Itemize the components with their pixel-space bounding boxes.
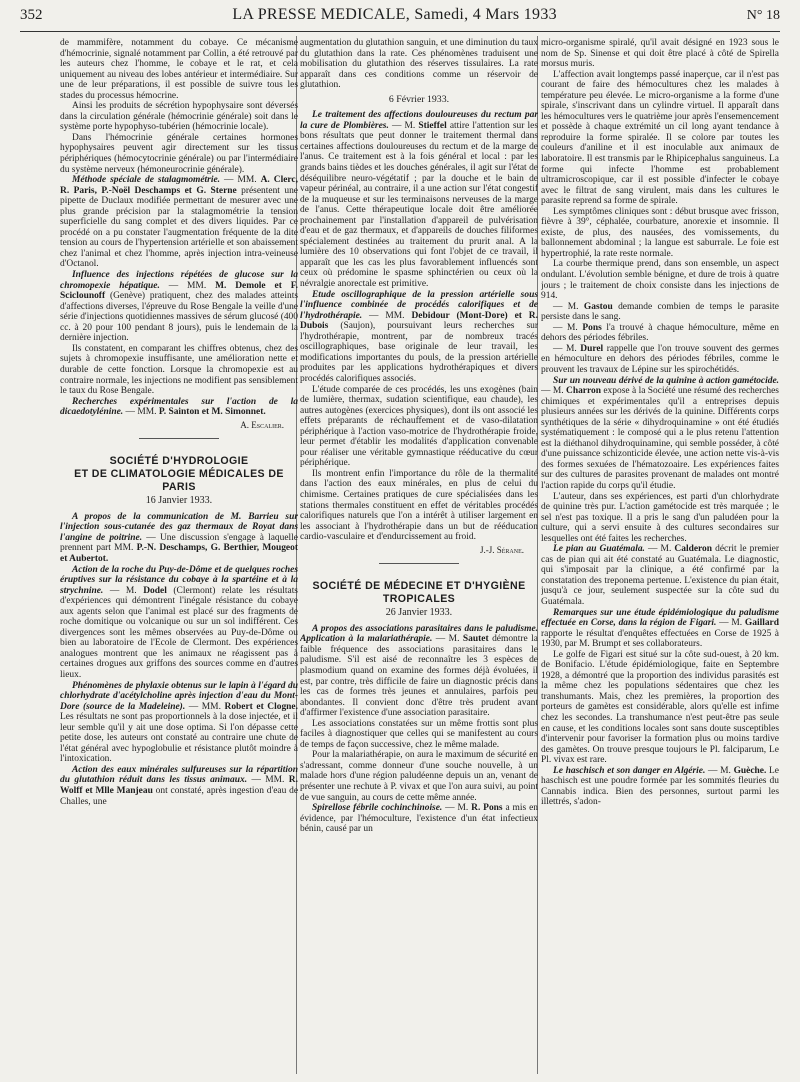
section-date: 16 Janvier 1933. (145, 495, 213, 507)
paragraph: Ainsi les produits de sécrétion hypophysaire sont déversés dans la circulation générale (hémocrinie générale) soit dans le système porte hypophyso-tubérien (hémocrinie locale). (60, 101, 298, 133)
abstract-authors: Debidour (Mont-Dore) et R. Dubois (300, 310, 538, 332)
column-left (60, 38, 298, 1074)
paragraph: Les symptômes cliniques sont : début brusque avec frisson, fièvre à 39°, céphalée, courbature, anorexie et insomnie. Il existe, de plus, des nausées, des vomissements, du ballonnement abdominal ; la langue est saburrale. Le foie est hypertrophié, la rate reste normale. (541, 206, 779, 259)
section-separator (379, 563, 459, 564)
paragraph: Pour la malariathérapie, on aura le maximum de sécurité en s'adressant, comme donneur d'une souche nouvelle, à un malade hors d'une région paludéenne depuis un an, venant de présenter une rechute à P. vivax et que l'on aura suivi, au point de vue sanguin, au cours de cette même année. (300, 750, 538, 803)
abstract-authors: Calderon (674, 544, 713, 555)
abstract-title: Sur un nouveau dérivé de la quinine à action gamétocide. (553, 375, 779, 386)
column-right (541, 38, 779, 1074)
abstract-body: Le haschisch est une poudre formée par les sommités fleuries du Cannabis indica. Bien des personnes, surtout parmi les illettrés, s'adon- (541, 765, 779, 808)
abstract-body: (Clermont) relate les résultats d'expériences qui démontrent l'inégale résistance du cobaye aux agents selon que l'animal est placé sur des fragments de roche domitique ou volcanique ou sur un sol indifférent. Ces divergences sont les mêmes observées au Puy-de-Dôme ou bien au laboratoire de l'Ecole de Clermont. Des expériences analogues montrent que les animaux ne réagissent pas à certaines drogues aux griffons des sources comme en d'autres lieux. (60, 585, 298, 680)
discussant: Durel (580, 343, 604, 354)
abstract-authors: R. Wolff et Mlle Manjeau (60, 775, 298, 796)
discussion-pons: — M. Pons l'a trouvé à chaque hémoculture, même en dehors des périodes fébriles. (541, 322, 779, 344)
paragraph: micro-organisme spiralé, qu'il avait désigné en 1923 sous le nom de Sp. Sinense et qui doit être placé à côté de Spirella morsus muris. (541, 38, 779, 70)
abstract-dicaedotylenine: Recherches expérimentales sur l'action de la dicaedotylénine. — MM. P. Sainton et M. Simonnet. (60, 396, 298, 418)
abstract-glutathion: Action des eaux minérales sulfureuses sur la répartition du glutathion réduit dans les tissus animaux. — MM. R. Wolff et Mlle Manjeau ont constaté, après ingestion d'eau de Challes, une (60, 764, 298, 807)
section-date: 26 Janvier 1933. (385, 607, 453, 619)
section-heading: SOCIÉTÉ D'HYDROLOGIE ET DE CLIMATOLOGIE MÉDICALES DE PARIS (74, 455, 284, 494)
abstract-authors: Dodel (143, 585, 167, 596)
paragraph: Les associations constatées sur un même frottis sont plus faciles à diagnostiquer que celles qui se manifestent au cours de temps de façon successive, chez le même malade. (300, 718, 538, 750)
paragraph: Dans l'hémocrinie générale certaines hormones hypophysaires peuvent agir directement sur les tissus périphériques (hémocytocrinie générale) ou par l'intermédiaire du système nerveux (hémoneurocrinie générale). (60, 132, 298, 175)
paragraph: L'étude comparée de ces procédés, les uns exogènes (bain de lumière, thermax, sudation scientifique, eau chaude), les autres autogènes (exercices physiques), dont ils ont associé les effets préparants de réchauffement et de vaso-dilatation périphérique à l'action vaso-motrice de l'hydrothérapie froide, leur permet d'établir les modalités d'application convenable pour réaliser une véritable gymnastique rééducative du cœur périphérique. (300, 384, 538, 469)
abstract-body: rapporte le résultat d'enquêtes effectuées en Corse de 1925 à 1930, par M. Brumpt et ses collaborateurs. (541, 628, 779, 650)
discussion-gastou: — M. Gastou demande combien de temps le parasite persiste dans le sang. (541, 301, 779, 323)
abstract-title: Méthode spéciale de stalagmométrie. (72, 175, 221, 186)
abstract-authors: P.-N. Deschamps, G. Berthier, Mougeot et Aubertot. (60, 543, 298, 564)
journal-title: LA PRESSE MEDICALE, Samedi, 4 Mars 1933 (232, 6, 557, 23)
abstract-title: Le pian au Guatémala. (553, 544, 645, 555)
abstract-royat: A propos de la communication de M. Barrieu sur l'injection sous-cutanée des gaz thermaux de Royat dans l'angine de poitrine. — Une discussion s'engage à laquelle prennent part MM. P.-N. Deschamps, G. Berthier, Mougeot et Aubertot. (60, 511, 298, 564)
abstract-body: démontre la faible fréquence des associations parasitaires dans le paludisme. S'il est aisé de reconnaître les 3 espèces de plasmodium quand on examine des formes déjà évoluées, il est, par contre, très difficile de faire un diagnostic précis dans les cas de formes très jeunes et annulaires, parfois peu abondantes. Il convient donc d'être très prudent avant d'affirmer l'existence d'une association parasitaire. (300, 634, 538, 719)
section-heading: SOCIÉTÉ DE MÉDECINE ET D'HYGIÈNE TROPICALES (312, 580, 526, 606)
paragraph: augmentation du glutathion sanguin, et une diminution du taux du glutathion dans la rate. Ces phénomènes traduisent une mobilisation du glutathion des réserves tissulaires. La rate apparaît dans ces conditions comme un réservoir de glutathion. (300, 38, 538, 91)
paragraph: Ils montrent enfin l'importance du rôle de la thermalité dans l'action des eaux minérales, en plus de celui du chimisme. Certaines pratiques de cure spécialisées dans les stations thermales constituent en effet de véritables procédés calorifiques naturels que l'on a intérêt à utiliser largement en les associant à l'hydrothérapie dans un but de rééducation cardio-vasculaire et d'endurcissement au froid. (300, 468, 538, 543)
abstract-stalagmometrie: Méthode spéciale de stalagmométrie. — MM. A. Clerc, R. Paris, P.-Noël Deschamps et G. Sterne présentent une pipette de Duclaux modifiée permettant de mesurer avec une plus grande précision par la stalagmométrie la tension superficielle du sang complet et des divers liquides. Par ce procédé on a pu constater l'augmentation fréquente de la dite tension au cours de l'hypertension artérielle et son abaissement chez l'animal et chez l'homme, après injection intra-veineuse d'Octanol. (60, 175, 298, 270)
abstract-oscillographie: Etude oscillographique de la pression artérielle sous l'influence combinée de procédés calorifiques et de l'hydrothérapie. — MM. Debidour (Mont-Dore) et R. Dubois (Saujon), poursuivant leurs recherches sur l'hydrothérapie, montrent, par de nombreux tracés oscillographiques, base originale de leur travail, les modifications importantes du pouls, de la pression artérielle produites par les applications hydrothérapiques et divers procédés calorifiques associés. (300, 289, 538, 384)
abstract-title: Remarques sur une étude épidémiologique du paludisme effectuée en Corse, dans la région de Figari. (541, 607, 779, 629)
abstract-authors: A. Clerc, R. Paris, P.-Noël Deschamps et G. Sterne (60, 175, 298, 196)
abstract-authors: Stieffel (418, 120, 447, 131)
paragraph: de mammifère, notamment du cobaye. Ce mécanisme d'hémocrinie, signalé notamment par Collin, a été retrouvé par les auteurs chez l'homme, le cobaye et le rat, et cela uniquement au niveau des lobes antérieur et intermédiaire. Sur une de leur préparations, il est possible de suivre tous les stades du processus hémocrine. (60, 38, 298, 101)
abstract-title: A propos de la communication de M. Barrieu sur l'injection sous-cutanée des gaz thermaux de Royat dans l'angine de poitrine. (60, 511, 298, 543)
abstract-haschisch: Le haschisch et son danger en Algérie. — M. Guèche. Le haschisch est une poudre formée par les sommités fleuries du Cannabis indica. Bien des personnes, surtout parmi les illettrés, s'adon- (541, 765, 779, 808)
column-middle (300, 38, 538, 1074)
abstract-paludisme: A propos des associations parasitaires dans le paludisme. Application à la malariathérapie. — M. Sautet démontre la faible fréquence des associations parasitaires dans le paludisme. S'il est aisé de reconnaître les 3 espèces de plasmodium quand on examine des formes déjà évoluées, il est, par contre, très difficile de faire un diagnostic précis dans les cas de formes très jeunes et annulaires, parfois peu abondantes. Il convient donc d'être très prudent avant d'affirmer l'existence d'une association parasitaire. (300, 623, 538, 719)
abstract-body: présentent une pipette de Duclaux modifiée permettant de mesurer avec une plus grande précision par la stalagmométrie la tension superficielle du sang complet et des divers liquides. Par ce procédé on a pu constater l'augmentation fréquente de la dite tension au cours de l'hypertension artérielle et son abaissement chez l'animal et chez l'homme, après injection intra-veineuse d'Octanol. (60, 185, 298, 270)
running-header (20, 6, 780, 28)
abstract-authors: R. Pons (471, 803, 503, 814)
abstract-plombieres: Le traitement des affections douloureuses du rectum par la cure de Plombières. — M. Stieffel attire l'attention sur les bons résultats que peut donner le traitement thermal dans certaines affections douloureuses du rectum et de la marge de l'anus. Ce traitement est à la fois général et local : par les grands bains tièdes et les douches générales, il agit sur l'état de déséquilibre neuro-végétatif ; par la douche et le bain de vapeur périnéal, au contraire, il a une action sur l'état congestif de la muqueuse et sur les terminaisons nerveuses de la marge de l'anus. Cette thérapeutique locale doit être améliorée prochainement par l'installation d'appareil de pulvérisation d'eau et de gaz thermaux, et d'appareils de douches filiformes spécialement destinées au traitement du prurit anal. A la lumière des 10 observations qui font l'objet de ce travail, il apparaît que les cas les plus favorablement influencés sont ceux où prédomine le spasme sphinctérien ou ceux où la névralgie anorectale est primitive. (300, 110, 538, 290)
abstract-body: (Genève) pratiquent, chez des malades atteints d'affections diverses, l'épreuve du Rose Bengale la veille d'une série d'injections quotidiennes massives de sérum glucosé (400 cc. à 20 pour 100 pendant 8 jours), puis le lendemain de la dernière injection. (60, 291, 298, 344)
abstract-puy-de-dome: Action de la roche du Puy-de-Dôme et de quelques roches éruptives sur la résistance du cobaye à la spartéine et à la strychnine. — M. Dodel (Clermont) relate les résultats d'expériences qui démontrent l'inégale résistance du cobaye aux agents selon que l'animal est placé sur des fragments de roche domitique ou volcanique ou sur un sol indifférent. Ces divergences sont les mêmes observées au Puy-de-Dôme ou bien au laboratoire de l'Ecole de Clermont. Des expériences analogues montrent que les animaux ne réagissent pas à certaines drogues aux griffons des sources comme en d'autres lieux. (60, 564, 298, 680)
signature: A. Escalier. (240, 419, 284, 430)
abstract-body: décrit le premier cas de pian qui ait été constaté au Guatémala. Le diagnostic, qui s'imposait par la clinique, a été confirmé par la constatation des treponema pertenue. L'existence du pian était, jusqu'à ce jour, seulement suspectée sur la côte sud du Guatémala. (541, 544, 779, 607)
abstract-pian: Le pian au Guatémala. — M. Calderon décrit le premier cas de pian qui ait été constaté au Guatémala. Le diagnostic, qui s'imposait par la clinique, a été confirmé par la constatation des treponema pertenue. L'existence du pian était, jusqu'à ce jour, seulement suspectée sur la côte sud du Guatémala. (541, 544, 779, 607)
abstract-title: A propos des associations parasitaires dans le paludisme. Application à la malariathérapie. (300, 623, 538, 645)
abstract-authors: Gaillard (744, 618, 779, 629)
abstract-title: Action des eaux minérales sulfureuses sur la répartition du glutathion réduit dans les tissus animaux. (60, 764, 298, 786)
paragraph: L'auteur, dans ses expériences, est parti d'un chlorhydrate de quinine très pur. L'action gamétocide est très marquée ; le sel n'est pas toxique. Il a pris le sang d'un paludéen pour la culture, qui a servi ensuite à des cultures secondaires sur lesquelles ont été faites les recherches. (541, 491, 779, 544)
abstract-title: Recherches expérimentales sur l'action de la dicaedotylénine. (60, 396, 298, 418)
abstract-quinine: Sur un nouveau dérivé de la quinine à action gamétocide. — M. Charron expose à la Société une résumé des recherches chimiques et expérimentales qu'il a entreprises depuis plusieurs années sur les dérivés de la quinine. Différents corps synthétiques de la série « dihydroquinamine » ont été étudiés systématiquement : le composé qui a le plus retenu l'attention est la diéthanol dihydroquinamine, qui semble posséder, à côté d'une puissance schizonticide élevée, une action nette vis-à-vis des formes sexuées de l'hématozoaire. Les expériences faites sur des cultures de parasites provenant de malades ont montré l'action rapide du corps qu'il étudie. (541, 375, 779, 491)
paragraph: L'affection avait longtemps passé inaperçue, car il n'est pas courant de faire des hémocultures chez les malades à température peu élevée. Le micro-organisme a la forme d'une spirale, s'inscrivant dans un cylindre virtuel. Il apparaît dans les hémocultures vers le quatrième jour après l'ensemencement et possède à chaque extrémité un cil long ayant tendance à reproduire la forme spiralée. Il se colore par toutes les couleurs d'aniline et il est inoculable aux animaux de laboratoire. Il est transmis par le Rhipicephalus sanguineus. La forme qui infecte l'homme est probablement ultramicroscopique, car il est possible d'infecter le cobaye avec le filtrat de sang virulent, mais dans les cultures le parasite reprend sa forme de spirale. (541, 69, 779, 207)
section-separator (139, 438, 219, 439)
abstract-body: attire l'attention sur les bons résultats que peut donner le traitement thermal dans certaines affections douloureuses du rectum et de la marge de l'anus. Ce traitement est à la fois général et local : par les grands bains tièdes et les douches générales, il agit sur l'état de déséquilibre neuro-végétatif ; par la douche et le bain de vapeur périnéal, au contraire, il a une action sur l'état congestif de la muqueuse et sur les terminaisons nerveuses de la marge de l'anus. Cette thérapeutique locale doit être améliorée prochainement par l'installation d'appareil de pulvérisation d'eau et de gaz thermaux, et d'appareils de douches filiformes spécialement destinées au traitement du prurit anal. A la lumière des 10 observations qui font l'objet de ce travail, il apparaît que les cas les plus favorablement influencés sont ceux où prédomine le spasme sphinctérien ou ceux où la névralgie anorectale est primitive. (300, 120, 538, 290)
discussion-durel: — M. Durel rappelle que l'on trouve souvent des germes en hémoculture en dehors des périodes fébriles, comme le prouvent les travaux de Lépine sur les spirochétidés. (541, 343, 779, 375)
signature: J.-J. Sérane. (479, 544, 524, 555)
abstract-body: expose à la Société une résumé des recherches chimiques et expérimentales qu'il a entreprises depuis plusieurs années sur les dérivés de la quinine. Différents corps synthétiques de la série « dihydroquinamine » ont été étudiés systématiquement : le composé qui a le plus retenu l'attention est la diéthanol dihydroquinamine, qui semble posséder, à côté d'une puissance schizonticide élevée, une action nette vis-à-vis des formes sexuées de l'hématozoaire. Les expériences faites sur des cultures de parasites provenant de malades ont montré l'action rapide du corps qu'il étudie. (541, 386, 779, 491)
abstract-authors: M. Demole et F. Sciclounoff (60, 280, 298, 302)
abstract-authors: Charron (566, 386, 601, 397)
abstract-title: Le traitement des affections douloureuses du rectum par la cure de Plombières. (300, 110, 538, 131)
abstract-authors: Guèche. (733, 765, 767, 776)
abstract-title: Le haschisch et son danger en Algérie. (553, 765, 706, 776)
abstract-authors: Robert et Clogne. (224, 701, 298, 712)
issue-number: N° 18 (746, 8, 780, 23)
session-date: 6 Février 1933. (388, 93, 450, 105)
abstract-glucose: Influence des injections répétées de glucose sur la chromopexie hépatique. — MM. M. Demole et F. Sciclounoff (Genève) pratiquent, chez des malades atteints d'affections diverses, l'épreuve du Rose Bengale la veille d'une série d'injections quotidiennes massives de sérum glucosé (400 cc. à 20 pour 100 pendant 8 jours), puis le lendemain de la dernière injection. (60, 270, 298, 344)
paragraph: La courbe thermique prend, dans son ensemble, un aspect ondulant. L'évolution semble bénigne, et dure de trois à quatre jours ; le traitement de choix consiste dans les injections de 914. (541, 259, 779, 302)
discussant: Pons (582, 322, 602, 333)
abstract-corse: Remarques sur une étude épidémiologique du paludisme effectuée en Corse, dans la région de Figari. — M. Gaillard rapporte le résultat d'enquêtes effectuées en Corse de 1925 à 1930, par M. Brumpt et ses collaborateurs. (541, 607, 779, 650)
abstract-title: Action de la roche du Puy-de-Dôme et de quelques roches éruptives sur la résistance du cobaye à la spartéine et à la strychnine. (60, 564, 298, 596)
abstract-title: Etude oscillographique de la pression artérielle sous l'influence combinée de procédés calorifiques et de l'hydrothérapie. (300, 289, 538, 321)
abstract-body: a mis en évidence, par l'hémoculture, l'existence d'un état infectieux bénin, causé par un (300, 803, 538, 835)
page-number: 352 (20, 7, 43, 23)
paragraph: Ils constatent, en comparant les chiffres obtenus, chez des sujets à chromopexie insuffisante, une amélioration nette et durable de cette fonction. Lorsque la chromopexie est au contraire normale, les injections ne modifient pas sensiblement le taux du Rose Bengale. (60, 343, 298, 397)
abstract-body: (Saujon), poursuivant leurs recherches sur l'hydrothérapie, montrent, par de nombreux tracés oscillographiques, base originale de leur travail, les modifications importantes du pouls, de la pression artérielle produites par les applications hydrothérapiques et divers procédés calorifiques associés. (300, 321, 538, 384)
abstract-body: Les résultats ne sont pas proportionnels à la dose injectée, et il leur semble qu'il y ait une dose optima. Si l'on dépasse cette petite dose, les auteurs ont constaté au contraire une chute de l'état général avec hypoglobulie et résistance plutôt moindre à l'intoxication. (60, 712, 298, 765)
abstract-authors: Sautet (462, 634, 489, 645)
abstract-authors: P. Sainton et M. Simonnet. (158, 407, 266, 418)
abstract-title: Spirellose fébrile cochinchinoise. (312, 803, 443, 814)
abstract-title: Phénomènes de phylaxie obtenus sur le lapin à l'égard du chlorhydrate d'acétylcholine après injection d'eau du Mont-Dore (source de la Madeleine). (60, 680, 298, 712)
paragraph: Le golfe de Figari est situé sur la côte sud-ouest, à 20 km. de Bonifacio. L'étude épidémiologique, faite en Septembre 1928, a démontré que la proportion des individus parasités est la même chez les populations sédentaires que chez les transhumants. Mais, chez les premières, la proportion des porteurs de gamètes est considérable, alors qu'elle est infime chez les secondes. La transhumance n'est peut-être pas seule en cause, et les conditions locales sont sans doute susceptibles d'intervenir pour favoriser la formation plus ou moins tardive des gamètes. On trouve presque toujours le Pl. falciparum, Le Pl. vivax est rare. (541, 649, 779, 766)
header-rule (20, 31, 780, 32)
abstract-body: ont constaté, après ingestion d'eau de Challes, une (60, 786, 298, 807)
abstract-title: Influence des injections répétées de glucose sur la chromopexie hépatique. (60, 270, 298, 291)
abstract-phylaxie: Phénomènes de phylaxie obtenus sur le lapin à l'égard du chlorhydrate d'acétylcholine après injection d'eau du Mont-Dore (source de la Madeleine). — MM. Robert et Clogne. Les résultats ne sont pas proportionnels à la dose injectée, et il leur semble qu'il y ait une dose optima. Si l'on dépasse cette petite dose, les auteurs ont constaté au contraire une chute de l'état général avec hypoglobulie et résistance plutôt moindre à l'intoxication. (60, 680, 298, 765)
discussant: Gastou (583, 301, 613, 312)
abstract-spirellose: Spirellose fébrile cochinchinoise. — M. R. Pons a mis en évidence, par l'hémoculture, l'existence d'un état infectieux bénin, causé par un (300, 803, 538, 835)
